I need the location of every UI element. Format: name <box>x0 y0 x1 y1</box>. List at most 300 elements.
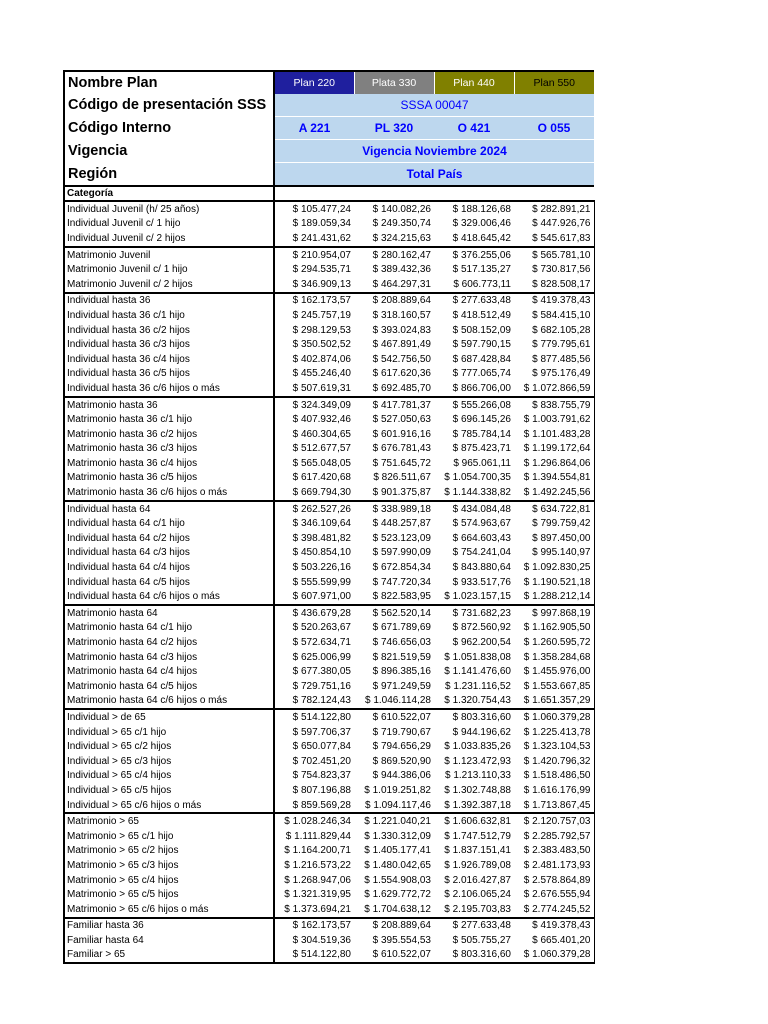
table-row <box>64 323 594 338</box>
price-cell: $ 545.617,83 <box>514 231 594 247</box>
price-cell: $ 527.050,63 <box>372 414 431 426</box>
price-cell: $ 875.423,71 <box>452 443 511 455</box>
price-cell: $ 1.033.835,26 <box>444 741 511 753</box>
price-cell: $ 1.019.251,82 <box>364 784 431 796</box>
table-row <box>64 293 594 309</box>
row-category-label: Matrimonio hasta 64 c/4 hijos <box>64 664 274 679</box>
table-row <box>64 308 594 323</box>
row-category-label: Individual hasta 64 c/2 hijos <box>64 531 274 546</box>
row-category-label: Individual hasta 64 c/3 hijos <box>64 546 274 561</box>
row-category-label: Individual > 65 c/5 hijos <box>64 783 274 798</box>
price-cell: $ 2.195.703,83 <box>444 903 511 915</box>
price-cell: $ 2.016.427,87 <box>444 874 511 886</box>
price-cell: $ 897.450,00 <box>514 531 594 546</box>
price-cell: $ 419.378,43 <box>514 918 594 934</box>
region-row <box>64 163 594 187</box>
table-row <box>64 739 594 754</box>
table-row <box>64 337 594 352</box>
table-row <box>64 635 594 650</box>
price-cell: $ 282.891,21 <box>514 201 594 217</box>
table-row <box>64 277 594 293</box>
price-cell: $ 944.196,62 <box>452 726 511 738</box>
price-cell: $ 672.854,34 <box>372 562 431 574</box>
price-cell: $ 418.645,42 <box>452 232 511 244</box>
sss-code-label: Código de presentación SSS <box>64 94 274 117</box>
price-cell: $ 677.380,05 <box>292 666 351 678</box>
price-cell: $ 450.854,10 <box>292 547 351 559</box>
price-cell: $ 2.774.245,52 <box>514 902 594 918</box>
row-category-label: Individual hasta 36 <box>64 293 274 309</box>
row-category-label: Individual hasta 36 c/2 hijos <box>64 323 274 338</box>
table-row <box>64 412 594 427</box>
price-cell: $ 402.874,06 <box>292 353 351 365</box>
price-cell: $ 664.603,43 <box>452 532 511 544</box>
row-category-label: Matrimonio hasta 64 <box>64 605 274 621</box>
price-cell: $ 1.221.040,21 <box>354 813 434 829</box>
row-category-label: Matrimonio hasta 36 c/5 hijos <box>64 471 274 486</box>
internal-code-440: O 421 <box>434 117 514 140</box>
row-category-label: Matrimonio hasta 36 c/4 hijos <box>64 456 274 471</box>
price-cell: $ 162.173,57 <box>274 918 354 934</box>
price-cell: $ 731.682,23 <box>434 605 514 621</box>
price-cell: $ 1.101.483,28 <box>514 427 594 442</box>
price-cell: $ 1.358.284,68 <box>514 650 594 665</box>
price-cell: $ 188.126,68 <box>434 201 514 217</box>
price-cell: $ 965.061,11 <box>453 457 511 469</box>
table-row <box>64 902 594 918</box>
price-cell: $ 565.781,10 <box>514 247 594 263</box>
price-cell: $ 785.784,14 <box>452 428 511 440</box>
price-cell: $ 1.296.864,06 <box>514 456 594 471</box>
price-cell: $ 460.304,65 <box>292 428 351 440</box>
price-cell: $ 555.266,08 <box>434 397 514 413</box>
price-cell: $ 2.578.864,89 <box>514 873 594 888</box>
region-value: Total País <box>274 163 594 187</box>
price-cell: $ 746.656,03 <box>372 637 431 649</box>
price-cell: $ 1.392.387,18 <box>444 799 511 811</box>
row-category-label: Matrimonio hasta 36 c/2 hijos <box>64 427 274 442</box>
row-category-label: Individual > de 65 <box>64 709 274 725</box>
row-category-label: Matrimonio > 65 c/2 hijos <box>64 844 274 859</box>
price-cell: $ 803.316,60 <box>434 948 514 964</box>
price-cell: $ 350.502,52 <box>292 339 351 351</box>
price-cell: $ 807.196,88 <box>292 784 351 796</box>
table-row <box>64 217 594 232</box>
vigencia-value: Vigencia Noviembre 2024 <box>274 140 594 163</box>
plan-name-label: Nombre Plan <box>64 71 274 94</box>
price-cell: $ 1.606.632,81 <box>434 813 514 829</box>
plan-550-header: Plan 550 <box>514 71 594 94</box>
category-spacer <box>274 186 594 201</box>
row-category-label: Individual hasta 36 c/6 hijos o más <box>64 381 274 397</box>
internal-code-550: O 055 <box>514 117 594 140</box>
price-cell: $ 395.554,53 <box>372 934 431 946</box>
price-cell: $ 346.109,64 <box>292 518 351 530</box>
row-category-label: Individual hasta 64 c/4 hijos <box>64 560 274 575</box>
price-table <box>63 70 595 964</box>
price-cell: $ 262.527,26 <box>274 501 354 517</box>
internal-code-row <box>64 117 594 140</box>
price-cell: $ 1.330.312,09 <box>364 830 431 842</box>
price-cell: $ 1.060.379,28 <box>514 709 594 725</box>
price-cell: $ 245.757,19 <box>292 309 351 321</box>
price-cell: $ 1.051.838,08 <box>444 651 511 663</box>
price-cell: $ 1.321.319,95 <box>284 889 351 901</box>
price-cell: $ 505.755,27 <box>452 934 511 946</box>
table-row <box>64 694 594 710</box>
price-cell: $ 1.323.104,53 <box>514 739 594 754</box>
price-cell: $ 1.141.476,60 <box>444 666 511 678</box>
plan-220-header: Plan 220 <box>274 71 354 94</box>
table-row <box>64 813 594 829</box>
table-row <box>64 783 594 798</box>
price-cell: $ 1.553.667,85 <box>514 679 594 694</box>
row-category-label: Matrimonio hasta 64 c/2 hijos <box>64 635 274 650</box>
price-cell: $ 838.755,79 <box>514 397 594 413</box>
price-cell: $ 617.420,68 <box>292 472 351 484</box>
price-cell: $ 447.926,76 <box>514 217 594 232</box>
internal-code-label: Código Interno <box>64 117 274 140</box>
price-cell: $ 843.880,64 <box>452 562 511 574</box>
price-cell: $ 962.200,54 <box>452 637 511 649</box>
price-cell: $ 338.989,18 <box>354 501 434 517</box>
price-cell: $ 872.560,92 <box>452 622 511 634</box>
price-cell: $ 208.889,64 <box>354 918 434 934</box>
row-category-label: Individual hasta 64 c/6 hijos o más <box>64 589 274 605</box>
price-cell: $ 1.054.700,35 <box>444 472 511 484</box>
table-row <box>64 933 594 948</box>
price-cell: $ 1.713.867,45 <box>514 798 594 814</box>
price-cell: $ 277.633,48 <box>434 293 514 309</box>
price-cell: $ 517.135,27 <box>452 264 511 276</box>
row-category-label: Matrimonio hasta 64 c/1 hijo <box>64 621 274 636</box>
price-cell: $ 417.781,37 <box>354 397 434 413</box>
price-cell: $ 508.152,09 <box>452 324 511 336</box>
price-cell: $ 455.246,40 <box>292 368 351 380</box>
row-category-label: Individual Juvenil c/ 1 hijo <box>64 217 274 232</box>
price-cell: $ 719.790,67 <box>372 726 431 738</box>
price-cell: $ 597.990,09 <box>372 547 431 559</box>
row-category-label: Individual > 65 c/1 hijo <box>64 725 274 740</box>
row-category-label: Matrimonio hasta 36 c/6 hijos o más <box>64 485 274 501</box>
table-row <box>64 918 594 934</box>
price-cell: $ 1.164.200,71 <box>284 845 351 857</box>
price-cell: $ 418.512,49 <box>452 309 511 321</box>
table-row <box>64 560 594 575</box>
table-row <box>64 873 594 888</box>
price-cell: $ 376.255,06 <box>434 247 514 263</box>
price-cell: $ 901.375,87 <box>372 487 431 499</box>
price-cell: $ 1.144.338,82 <box>444 487 511 499</box>
price-cell: $ 997.868,19 <box>514 605 594 621</box>
price-cell: $ 610.522,07 <box>354 709 434 725</box>
row-category-label: Individual hasta 64 c/1 hijo <box>64 516 274 531</box>
price-cell: $ 896.385,16 <box>372 666 431 678</box>
price-cell: $ 1.704.638,12 <box>364 903 431 915</box>
price-cell: $ 782.124,43 <box>292 695 351 707</box>
price-cell: $ 419.378,43 <box>514 293 594 309</box>
row-category-label: Matrimonio > 65 c/1 hijo <box>64 829 274 844</box>
table-row <box>64 664 594 679</box>
price-cell: $ 464.297,31 <box>372 278 431 290</box>
internal-code-330: PL 320 <box>354 117 434 140</box>
price-cell: $ 189.059,34 <box>292 218 351 230</box>
price-cell: $ 821.519,59 <box>372 651 431 663</box>
price-cell: $ 1.213.110,33 <box>445 770 511 782</box>
price-cell: $ 944.386,06 <box>372 770 431 782</box>
price-cell: $ 1.420.796,32 <box>514 754 594 769</box>
price-cell: $ 799.759,42 <box>514 516 594 531</box>
price-cell: $ 634.722,81 <box>514 501 594 517</box>
price-cell: $ 696.145,26 <box>452 414 511 426</box>
row-category-label: Matrimonio hasta 36 c/3 hijos <box>64 442 274 457</box>
row-category-label: Individual Juvenil (h/ 25 años) <box>64 201 274 217</box>
price-cell: $ 565.048,05 <box>292 457 351 469</box>
table-row <box>64 948 594 964</box>
row-category-label: Familiar > 65 <box>64 948 274 964</box>
table-row <box>64 367 594 382</box>
price-cell: $ 1.302.748,88 <box>444 784 511 796</box>
price-cell: $ 671.789,69 <box>372 622 431 634</box>
price-cell: $ 625.006,99 <box>292 651 351 663</box>
row-category-label: Matrimonio > 65 c/4 hijos <box>64 873 274 888</box>
plan-440-header: Plan 440 <box>434 71 514 94</box>
price-cell: $ 407.932,46 <box>292 414 351 426</box>
price-cell: $ 1.111.829,44 <box>285 830 351 842</box>
price-cell: $ 601.916,16 <box>372 428 431 440</box>
price-cell: $ 105.477,24 <box>274 201 354 217</box>
row-category-label: Individual hasta 36 c/3 hijos <box>64 337 274 352</box>
vigencia-label: Vigencia <box>64 140 274 163</box>
price-cell: $ 702.451,20 <box>292 755 351 767</box>
row-category-label: Familiar hasta 64 <box>64 933 274 948</box>
price-cell: $ 859.569,28 <box>292 799 351 811</box>
price-cell: $ 2.120.757,03 <box>514 813 594 829</box>
table-row <box>64 427 594 442</box>
price-cell: $ 434.084,48 <box>434 501 514 517</box>
price-cell: $ 665.401,20 <box>514 933 594 948</box>
table-row <box>64 546 594 561</box>
price-cell: $ 597.790,15 <box>452 339 511 351</box>
table-row <box>64 471 594 486</box>
price-cell: $ 294.535,71 <box>292 264 351 276</box>
price-cell: $ 542.756,50 <box>372 353 431 365</box>
price-cell: $ 1.199.172,64 <box>514 442 594 457</box>
price-cell: $ 2.481.173,93 <box>514 858 594 873</box>
price-cell: $ 514.122,80 <box>274 948 354 964</box>
price-cell: $ 869.520,90 <box>372 755 431 767</box>
price-cell: $ 1.492.245,56 <box>514 485 594 501</box>
price-cell: $ 1.837.151,41 <box>444 845 511 857</box>
row-category-label: Individual Juvenil c/ 2 hijos <box>64 231 274 247</box>
table-row <box>64 501 594 517</box>
price-cell: $ 2.383.483,50 <box>514 844 594 859</box>
price-cell: $ 1.023.157,15 <box>444 591 511 603</box>
price-cell: $ 467.891,49 <box>372 339 431 351</box>
price-cell: $ 1.123.472,93 <box>444 755 511 767</box>
price-cell: $ 520.263,67 <box>292 622 351 634</box>
table-row <box>64 456 594 471</box>
row-category-label: Matrimonio Juvenil <box>64 247 274 263</box>
price-cell: $ 1.926.789,08 <box>444 859 511 871</box>
sss-code-row <box>64 94 594 117</box>
price-cell: $ 572.634,71 <box>292 637 351 649</box>
row-category-label: Individual hasta 64 c/5 hijos <box>64 575 274 590</box>
price-cell: $ 1.394.554,81 <box>514 471 594 486</box>
price-cell: $ 1.216.573,22 <box>284 859 351 871</box>
table-row <box>64 381 594 397</box>
table-row <box>64 829 594 844</box>
price-cell: $ 318.160,57 <box>372 309 431 321</box>
price-cell: $ 1.060.379,28 <box>514 948 594 964</box>
price-cell: $ 507.619,31 <box>292 382 351 394</box>
price-cell: $ 730.817,56 <box>514 262 594 277</box>
table-row <box>64 575 594 590</box>
price-cell: $ 1.651.357,29 <box>514 694 594 710</box>
price-cell: $ 393.024,83 <box>372 324 431 336</box>
price-cell: $ 866.706,00 <box>452 382 511 394</box>
row-category-label: Matrimonio Juvenil c/ 2 hijos <box>64 277 274 293</box>
price-cell: $ 777.065,74 <box>452 368 511 380</box>
price-cell: $ 523.123,09 <box>372 532 431 544</box>
price-cell: $ 1.260.595,72 <box>514 635 594 650</box>
price-cell: $ 1.373.694,21 <box>284 903 351 915</box>
price-cell: $ 822.583,95 <box>372 591 431 603</box>
price-cell: $ 1.072.866,59 <box>514 381 594 397</box>
price-cell: $ 140.082,26 <box>354 201 434 217</box>
price-cell: $ 687.428,84 <box>452 353 511 365</box>
table-row <box>64 679 594 694</box>
row-category-label: Matrimonio hasta 36 c/1 hijo <box>64 412 274 427</box>
price-cell: $ 304.519,36 <box>292 934 351 946</box>
table-row <box>64 231 594 247</box>
table-row <box>64 531 594 546</box>
row-category-label: Matrimonio hasta 64 c/3 hijos <box>64 650 274 665</box>
table-row <box>64 352 594 367</box>
price-cell: $ 1.518.486,50 <box>514 769 594 784</box>
table-row <box>64 262 594 277</box>
vigencia-row <box>64 140 594 163</box>
price-cell: $ 1.231.116,52 <box>445 680 511 692</box>
internal-code-220: A 221 <box>274 117 354 140</box>
price-cell: $ 514.122,80 <box>274 709 354 725</box>
table-row <box>64 201 594 217</box>
region-label: Región <box>64 163 274 187</box>
table-row <box>64 589 594 605</box>
table-row <box>64 247 594 263</box>
price-cell: $ 610.522,07 <box>354 948 434 964</box>
price-cell: $ 692.485,70 <box>372 382 431 394</box>
price-cell: $ 1.003.791,62 <box>514 412 594 427</box>
table-row <box>64 621 594 636</box>
category-header-row <box>64 186 594 201</box>
price-cell: $ 1.092.830,25 <box>514 560 594 575</box>
row-category-label: Matrimonio > 65 <box>64 813 274 829</box>
plan-name-row <box>64 71 594 94</box>
price-cell: $ 512.677,57 <box>292 443 351 455</box>
price-cell: $ 676.781,43 <box>372 443 431 455</box>
price-cell: $ 1.616.176,99 <box>514 783 594 798</box>
price-cell: $ 751.645,72 <box>372 457 431 469</box>
plata-330-header: Plata 330 <box>354 71 434 94</box>
price-cell: $ 324.349,09 <box>274 397 354 413</box>
price-cell: $ 210.954,07 <box>274 247 354 263</box>
price-cell: $ 1.629.772,72 <box>364 889 431 901</box>
price-cell: $ 2.106.065,24 <box>444 889 511 901</box>
price-cell: $ 877.485,56 <box>514 352 594 367</box>
price-cell: $ 794.656,29 <box>372 741 431 753</box>
price-cell: $ 1.554.908,03 <box>364 874 431 886</box>
table-row <box>64 858 594 873</box>
price-cell: $ 2.676.555,94 <box>514 887 594 902</box>
price-cell: $ 562.520,14 <box>354 605 434 621</box>
price-cell: $ 1.028.246,34 <box>274 813 354 829</box>
price-cell: $ 1.094.117,46 <box>365 799 431 811</box>
price-cell: $ 436.679,28 <box>274 605 354 621</box>
price-cell: $ 828.508,17 <box>514 277 594 293</box>
price-cell: $ 208.889,64 <box>354 293 434 309</box>
price-cell: $ 298.129,53 <box>292 324 351 336</box>
price-cell: $ 779.795,61 <box>514 337 594 352</box>
price-cell: $ 241.431,62 <box>292 232 351 244</box>
price-cell: $ 2.285.792,57 <box>514 829 594 844</box>
price-cell: $ 448.257,87 <box>372 518 431 530</box>
row-category-label: Individual hasta 36 c/1 hijo <box>64 308 274 323</box>
table-row <box>64 397 594 413</box>
price-cell: $ 398.481,82 <box>292 532 351 544</box>
row-category-label: Matrimonio hasta 64 c/6 hijos o más <box>64 694 274 710</box>
price-cell: $ 584.415,10 <box>514 308 594 323</box>
price-cell: $ 607.971,00 <box>292 591 351 603</box>
price-cell: $ 617.620,36 <box>372 368 431 380</box>
row-category-label: Matrimonio hasta 36 <box>64 397 274 413</box>
price-cell: $ 754.823,37 <box>292 770 351 782</box>
row-category-label: Individual > 65 c/3 hijos <box>64 754 274 769</box>
price-cell: $ 995.140,97 <box>514 546 594 561</box>
row-category-label: Matrimonio > 65 c/6 hijos o más <box>64 902 274 918</box>
price-cell: $ 329.006,46 <box>452 218 511 230</box>
row-category-label: Matrimonio hasta 64 c/5 hijos <box>64 679 274 694</box>
price-cell: $ 747.720,34 <box>372 576 431 588</box>
price-cell: $ 346.909,13 <box>292 278 351 290</box>
price-cell: $ 1.405.177,41 <box>364 845 431 857</box>
row-category-label: Matrimonio Juvenil c/ 1 hijo <box>64 262 274 277</box>
table-row <box>64 516 594 531</box>
sss-code-value: SSSA 00047 <box>274 94 594 117</box>
price-cell: $ 555.599,99 <box>292 576 351 588</box>
price-cell: $ 1.480.042,65 <box>364 859 431 871</box>
price-cell: $ 1.046.114,28 <box>365 695 431 707</box>
price-cell: $ 597.706,37 <box>292 726 351 738</box>
category-label: Categoría <box>64 186 274 201</box>
price-cell: $ 971.249,59 <box>372 680 431 692</box>
price-cell: $ 324.215,63 <box>372 232 431 244</box>
price-cell: $ 729.751,16 <box>292 680 351 692</box>
price-cell: $ 503.226,16 <box>292 562 351 574</box>
price-cell: $ 1.747.512,79 <box>444 830 511 842</box>
row-category-label: Individual hasta 36 c/4 hijos <box>64 352 274 367</box>
table-row <box>64 442 594 457</box>
price-cell: $ 1.320.754,43 <box>444 695 511 707</box>
price-cell: $ 280.162,47 <box>354 247 434 263</box>
table-row <box>64 887 594 902</box>
price-cell: $ 803.316,60 <box>434 709 514 725</box>
price-cell: $ 1.190.521,18 <box>514 575 594 590</box>
row-category-label: Individual hasta 36 c/5 hijos <box>64 367 274 382</box>
table-row <box>64 725 594 740</box>
price-cell: $ 975.176,49 <box>514 367 594 382</box>
table-row <box>64 709 594 725</box>
